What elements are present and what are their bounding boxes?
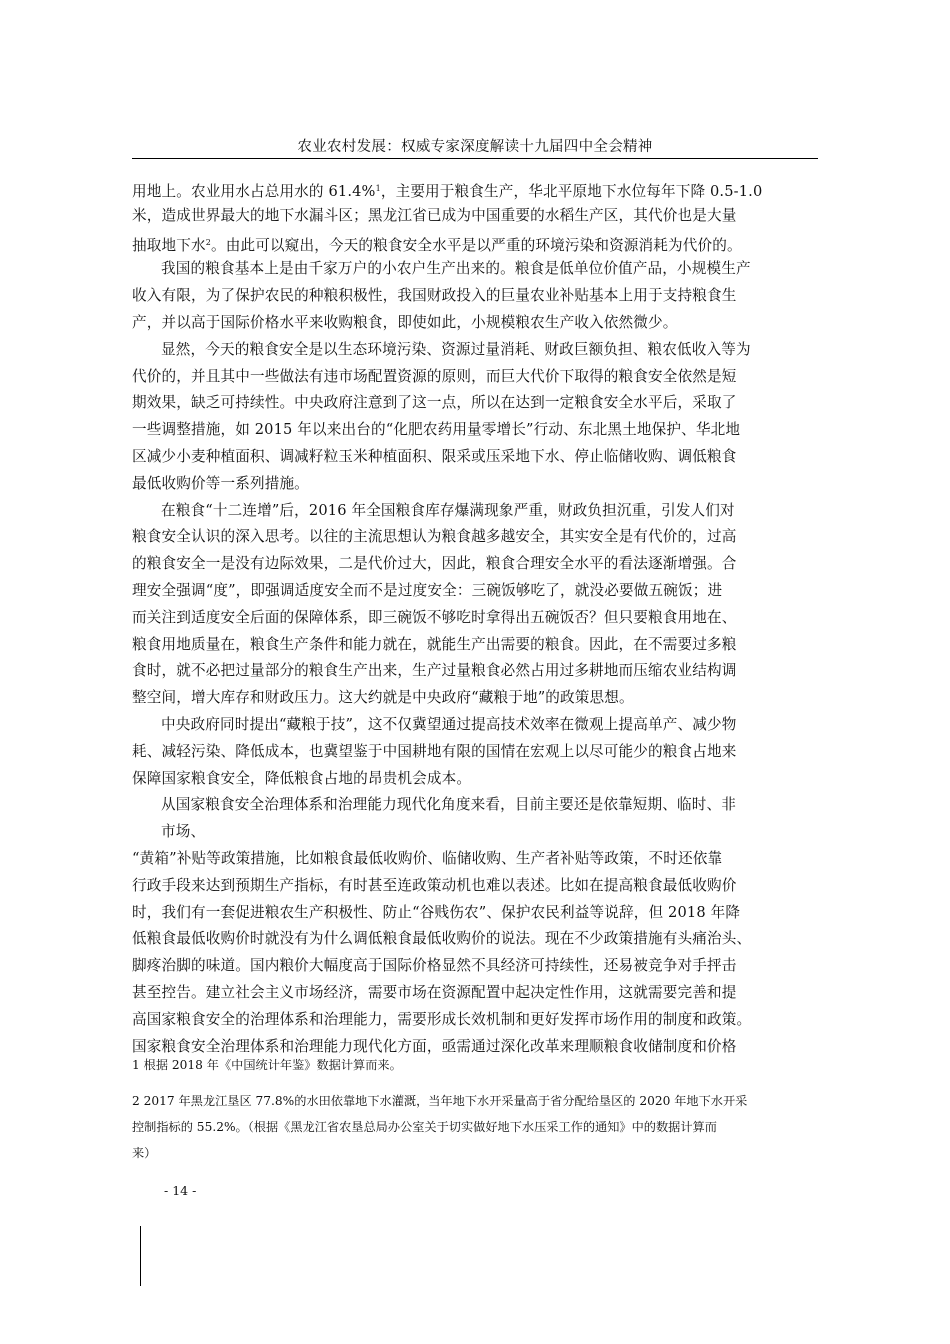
body-line (132, 846, 826, 873)
body-line-text: 国家粮食安全治理体系和治理能力现代化方面，亟需通过深化改革来理顺粮食收储制度和价格 (132, 1037, 737, 1055)
body-line (132, 417, 826, 444)
running-header: 农业农村发展：权威专家深度解读十九届四中全会精神 (297, 139, 653, 155)
body-line (132, 578, 826, 605)
body-line-text: 耗、减轻污染、降低成本，也冀望鉴于中国耕地有限的国情在宏观上以尽可能少的粮食占地来 (132, 742, 737, 760)
body-line-text: 在粮食“十二连增”后，2016 年全国粮食库存爆满现象严重，财政负担沉重，引发人们对 (161, 501, 735, 519)
body-line-text: 行政手段来达到预期生产指标，有时甚至连政策动机也难以表述。比如在提高粮食最低收购价 (132, 876, 737, 894)
body-line (132, 283, 826, 310)
footnote-2: 2 2017 年黑龙江垦区 77.8%的水田依靠地下水灌溉，当年地下水开采量高于省分配给垦区的 2020 年地下水开采 (132, 1094, 748, 1108)
body-line (132, 685, 826, 712)
body-line (132, 766, 826, 793)
body-line-text: 代价的，并且其中一些做法有违市场配置资源的原则，而巨大代价下取得的粮食安全依然是短 (132, 367, 737, 385)
body-line (132, 739, 826, 766)
body-line-text: 最低收购价等一系列措施。 (132, 474, 309, 492)
body-line (132, 658, 826, 685)
body-line-text: 期效果，缺乏可持续性。中央政府注意到了这一点，所以在达到一定粮食安全水平后，采取了 (132, 394, 737, 412)
body-line-text: 收入有限，为了保护农民的种粮积极性，我国财政投入的巨量农业补贴基本上用于支持粮食生 (132, 287, 737, 305)
footnote-2-cont: 控制指标的 55.2%。（根据《黑龙江省农垦总局办公室关于切实做好地下水压采工作的通知》中的数据计算而 (132, 1120, 717, 1134)
body-line (132, 230, 826, 257)
body-line-text: 用地上。农业用水占总用水的 61.4% (132, 183, 376, 200)
body-line-text: 保障国家粮食安全，降低粮食占地的昂贵机会成本。 (132, 769, 472, 787)
body-line (132, 900, 826, 927)
page-number: - 14 - (164, 1183, 197, 1198)
body-line-text: 区减少小麦种植面积、调减籽粒玉米种植面积、限采或压采地下水、停止临储收购、调低粮食 (132, 447, 737, 465)
body-line (132, 444, 826, 471)
body-line-text: 甚至控告。建立社会主义市场经济，需要市场在资源配置中起决定性作用，这就需要完善和提 (132, 983, 737, 1001)
body-line-text: “黄箱”补贴等政策措施，比如粮食最低收购价、临储收购、生产者补贴等政策，不时还依靠 (132, 849, 723, 867)
body-line (132, 1007, 826, 1034)
body-line (132, 364, 826, 391)
body-line-text: 时，我们有一套促进粮农生产积极性、防止“谷贱伤农”、保护农民利益等说辞，但 2018 年降 (132, 903, 741, 921)
body-line-text: 从国家粮食安全治理体系和治理能力现代化角度来看，目前主要还是依靠短期、临时、非 (161, 796, 737, 814)
body-line-text: 产，并以高于国际价格水平来收购粮食，即使如此，小规模粮农生产收入依然微少。 (132, 313, 678, 331)
body-line (132, 310, 826, 337)
body-line-text: 整空间，增大库存和财政压力。这大约就是中央政府“藏粮于地”的政策思想。 (132, 689, 634, 707)
footnote-marker[interactable]: 2 (205, 237, 211, 247)
body-line-text: 脚疼治脚的味道。国内粮价大幅度高于国际价格显然不具经济可持续性，还易被竞争对手抨击 (132, 957, 737, 975)
footnote-marker[interactable]: 1 (375, 184, 381, 193)
body-line (132, 471, 826, 498)
body-line (132, 819, 826, 846)
body-line-text: 理安全强调“度”，即强调适度安全而不是过度安全：三碗饭够吃了，就没必要做五碗饭；进 (132, 581, 723, 599)
body-line (132, 792, 826, 819)
footnotes (132, 1052, 826, 1166)
body-line-text: 中央政府同时提出“藏粮于技”，这不仅冀望通过提高技术效率在微观上提高单产、减少物 (161, 715, 737, 733)
header-rule (132, 158, 818, 159)
margin-rule (140, 1226, 141, 1286)
body-line (132, 632, 826, 659)
body-line-text-cont: 。由此可以窥出，今天的粮食安全水平是以严重的环境污染和资源消耗为代价的。 (210, 236, 742, 254)
footnote-1: 1 根据 2018 年《中国统计年鉴》数据计算而来。 (132, 1058, 402, 1072)
body-line-text: 粮食用地质量在，粮食生产条件和能力就在，就能生产出需要的粮食。因此，在不需要过多粮 (132, 635, 737, 653)
footnote-2-end: 来） (132, 1146, 157, 1160)
body-line-text: 的粮食安全一是没有边际效果，二是代价过大，因此，粮食合理安全水平的看法逐渐增强。合 (132, 555, 737, 573)
body-line-text: 市场、 (161, 823, 206, 841)
body-line-text: 粮食安全认识的深入思考。以往的主流思想认为粮食越多越安全，其实安全是有代价的，过高 (132, 528, 737, 546)
body-line-text: 显然，今天的粮食安全是以生态环境污染、资源过量消耗、财政巨额负担、粮农低收入等为 (161, 340, 751, 358)
body-line (132, 337, 826, 364)
body-line (132, 176, 826, 203)
body-line-text-cont: ，主要用于粮食生产，华北平原地下水位每年下降 0.5-1.0 (380, 183, 763, 200)
body-line (132, 926, 826, 953)
body-line-text: 我国的粮食基本上是由千家万户的小农户生产出来的。粮食是低单位价值产品，小规模生产 (161, 260, 751, 278)
body-line (132, 390, 826, 417)
body-line (132, 873, 826, 900)
body-line (132, 980, 826, 1007)
body-line-text: 而关注到适度安全后面的保障体系，即三碗饭不够吃时拿得出五碗饭否？但只要粮食用地在、 (132, 608, 737, 626)
body-line-text: 抽取地下水 (132, 236, 206, 254)
body-line (132, 953, 826, 980)
body-line (132, 203, 826, 230)
body-line-text: 高国家粮食安全的治理体系和治理能力，需要形成长效机制和更好发挥市场作用的制度和政策。 (132, 1010, 752, 1028)
body-line (132, 256, 826, 283)
body-text (132, 176, 826, 1060)
body-line (132, 605, 826, 632)
body-line (132, 498, 826, 525)
body-line-text: 食时，就不必把过量部分的粮食生产出来，生产过量粮食必然占用过多耕地而压缩农业结构调 (132, 662, 737, 680)
body-line-text: 米，造成世界最大的地下水漏斗区；黑龙江省已成为中国重要的水稻生产区，其代价也是大量 (132, 206, 737, 224)
body-line (132, 551, 826, 578)
body-line (132, 524, 826, 551)
body-line (132, 712, 826, 739)
body-line-text: 低粮食最低收购价时就没有为什么调低粮食最低收购价的说法。现在不少政策措施有头痛治头、 (132, 930, 752, 948)
body-line-text: 一些调整措施，如 2015 年以来出台的“化肥农药用量零增长”行动、东北黑土地保护、华北地 (132, 421, 741, 439)
